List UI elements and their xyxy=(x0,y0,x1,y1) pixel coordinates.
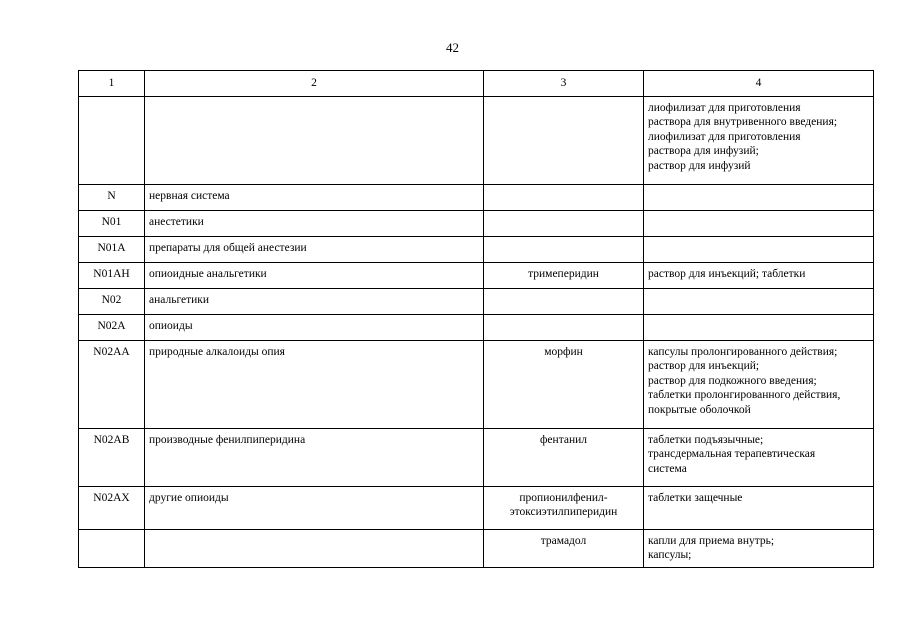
substance-cell: пропионилфенил- этоксиэтилпиперидин xyxy=(484,486,644,529)
table-row xyxy=(79,210,874,236)
group-cell: препараты для общей анестезии xyxy=(145,236,484,262)
atc-code-cell: N02A xyxy=(79,314,145,340)
substance-cell xyxy=(484,314,644,340)
group-cell: нервная система xyxy=(145,184,484,210)
table-row xyxy=(79,96,874,184)
table-row xyxy=(79,529,874,567)
column-header-4: 4 xyxy=(644,71,874,97)
group-cell: анестетики xyxy=(145,210,484,236)
dosage-forms-cell: раствор для инъекций; таблетки xyxy=(644,262,874,288)
atc-code-cell: N02AA xyxy=(79,340,145,428)
group-cell: другие опиоиды xyxy=(145,486,484,529)
atc-code-cell: N01 xyxy=(79,210,145,236)
dosage-forms-cell xyxy=(644,184,874,210)
atc-code-cell xyxy=(79,96,145,184)
substance-cell xyxy=(484,184,644,210)
table-row xyxy=(79,340,874,428)
dosage-forms-cell: таблетки защечные xyxy=(644,486,874,529)
group-cell: опиоидные анальгетики xyxy=(145,262,484,288)
group-cell xyxy=(145,96,484,184)
dosage-forms-cell: капли для приема внутрь; капсулы; xyxy=(644,529,874,567)
page-number: 42 xyxy=(446,40,459,55)
column-header-2: 2 xyxy=(145,71,484,97)
atc-code-cell: N xyxy=(79,184,145,210)
table-row xyxy=(79,428,874,486)
group-cell: опиоиды xyxy=(145,314,484,340)
group-cell: природные алкалоиды опия xyxy=(145,340,484,428)
atc-code-cell: N01A xyxy=(79,236,145,262)
substance-cell xyxy=(484,96,644,184)
table-row xyxy=(79,288,874,314)
group-cell xyxy=(145,529,484,567)
column-header-3: 3 xyxy=(484,71,644,97)
drug-table xyxy=(78,70,874,568)
dosage-forms-cell xyxy=(644,210,874,236)
atc-code-cell: N02 xyxy=(79,288,145,314)
substance-cell xyxy=(484,288,644,314)
atc-code-cell: N01AH xyxy=(79,262,145,288)
group-cell: анальгетики xyxy=(145,288,484,314)
dosage-forms-cell: таблетки подъязычные; трансдермальная терапевтическая система xyxy=(644,428,874,486)
atc-code-cell xyxy=(79,529,145,567)
substance-cell xyxy=(484,236,644,262)
substance-cell: трамадол xyxy=(484,529,644,567)
dosage-forms-cell: лиофилизат для приготовления раствора для внутривенного введения; лиофилизат для приготовления раствора для инфузий; раствор для инфузий xyxy=(644,96,874,184)
group-cell: производные фенилпиперидина xyxy=(145,428,484,486)
substance-cell: фентанил xyxy=(484,428,644,486)
table-row xyxy=(79,184,874,210)
atc-code-cell: N02AX xyxy=(79,486,145,529)
column-header-1: 1 xyxy=(79,71,145,97)
dosage-forms-cell xyxy=(644,314,874,340)
table-row xyxy=(79,486,874,529)
dosage-forms-cell xyxy=(644,236,874,262)
table-row xyxy=(79,262,874,288)
dosage-forms-cell: капсулы пролонгированного действия; раствор для инъекций; раствор для подкожного введения; таблетки пролонгированного действия, покрытые оболочкой xyxy=(644,340,874,428)
atc-code-cell: N02AB xyxy=(79,428,145,486)
table-row xyxy=(79,236,874,262)
substance-cell: тримеперидин xyxy=(484,262,644,288)
dosage-forms-cell xyxy=(644,288,874,314)
table-header-row xyxy=(79,71,874,97)
substance-cell xyxy=(484,210,644,236)
substance-cell: морфин xyxy=(484,340,644,428)
table-row xyxy=(79,314,874,340)
